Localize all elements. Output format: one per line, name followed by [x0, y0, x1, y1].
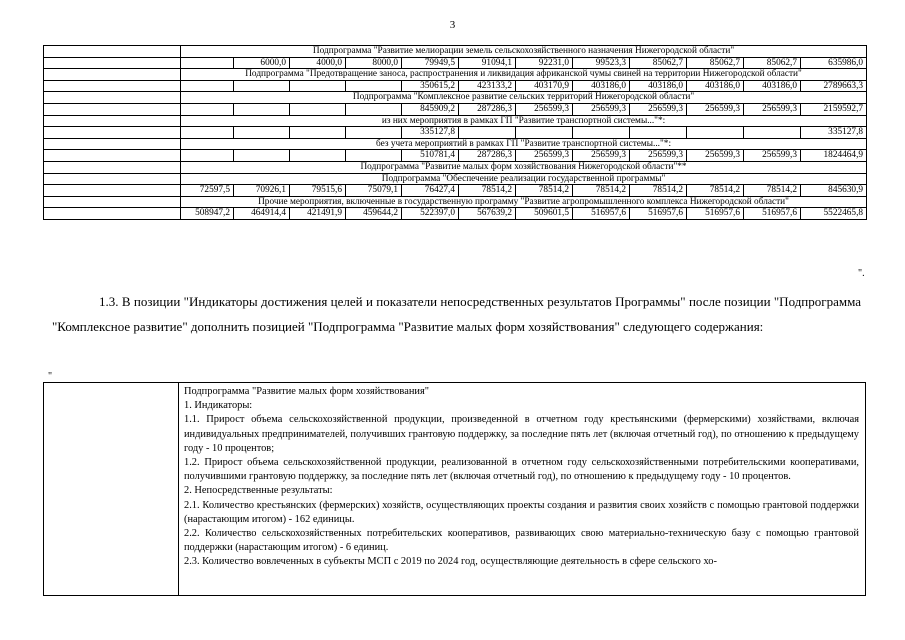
value-cell: 78514,2	[516, 185, 573, 197]
subprogram-title: из них мероприятия в рамках ГП "Развитие транспортной системы..."*:	[181, 115, 867, 127]
value-cell	[234, 150, 290, 162]
value-cell	[181, 103, 234, 115]
values-row	[44, 208, 867, 220]
finance-table	[43, 45, 867, 220]
values-row	[44, 57, 867, 69]
indicators-content-cell	[179, 383, 866, 596]
value-cell: 78514,2	[459, 185, 516, 197]
value-cell: 287286,3	[459, 150, 516, 162]
value-cell	[234, 127, 290, 139]
value-cell	[346, 150, 402, 162]
total-cell: 2789663,3	[801, 80, 867, 92]
subprogram-header-row	[44, 69, 867, 81]
indicators-label-cell	[44, 383, 179, 596]
indicator-item: 1. Индикаторы:	[184, 400, 253, 412]
indicator-item: 2.2. Количество сельскохозяйственных потребительских кооперативов, развивающих свою материально-техническую базу с помощью грантовой поддержки (нарастающим итогом) - 6 единиц.	[184, 528, 859, 554]
indicator-item: 2.1. Количество крестьянских (фермерских) хозяйств, осуществляющих проекты создания и развития своих хозяйств с помощью грантовой поддержки (нарастающим итогом) - 162 единицы.	[184, 499, 859, 525]
value-cell: 256599,3	[516, 150, 573, 162]
value-cell	[44, 80, 181, 92]
value-cell: 516957,6	[573, 208, 630, 220]
value-cell	[290, 80, 346, 92]
values-row	[44, 127, 867, 139]
value-cell	[346, 80, 402, 92]
values-row	[44, 80, 867, 92]
value-cell: 256599,3	[573, 150, 630, 162]
row-label-cell	[44, 196, 181, 208]
value-cell: 256599,3	[744, 150, 801, 162]
value-cell: 78514,2	[630, 185, 687, 197]
value-cell: 516957,6	[687, 208, 744, 220]
values-row	[44, 185, 867, 197]
value-cell: 92231,0	[516, 57, 573, 69]
value-cell: 423133,2	[459, 80, 516, 92]
value-cell: 85062,7	[630, 57, 687, 69]
value-cell: 403170,9	[516, 80, 573, 92]
value-cell: 75079,1	[346, 185, 402, 197]
value-cell: 85062,7	[744, 57, 801, 69]
subprogram-header-row	[44, 196, 867, 208]
indicator-item: 2.3. Количество вовлеченных в субъекты МСП с 2019 по 2024 год, осуществляющие деятельность в сфере сельского хо-	[184, 556, 717, 568]
value-cell	[44, 103, 181, 115]
subprogram-header-row	[44, 46, 867, 58]
value-cell: 256599,3	[687, 150, 744, 162]
closing-quote: ".	[858, 268, 865, 279]
value-cell	[181, 80, 234, 92]
value-cell	[290, 127, 346, 139]
total-cell: 1824464,9	[801, 150, 867, 162]
values-row	[44, 150, 867, 162]
value-cell: 99523,3	[573, 57, 630, 69]
value-cell	[44, 208, 181, 220]
value-cell: 845909,2	[402, 103, 459, 115]
value-cell: 508947,2	[181, 208, 234, 220]
value-cell: 256599,3	[630, 103, 687, 115]
value-cell: 516957,6	[630, 208, 687, 220]
value-cell	[44, 185, 181, 197]
value-cell: 256599,3	[516, 103, 573, 115]
value-cell: 78514,2	[744, 185, 801, 197]
value-cell	[234, 103, 290, 115]
value-cell	[290, 103, 346, 115]
values-row	[44, 103, 867, 115]
value-cell: 85062,7	[687, 57, 744, 69]
subprogram-title: Подпрограмма "Предотвращение заноса, распространения и ликвидация африканской чумы свиней на территории Нижегородской области"	[181, 69, 867, 81]
value-cell	[290, 150, 346, 162]
opening-quote: "	[48, 371, 53, 382]
indicator-item: 2. Непосредственные результаты:	[184, 485, 333, 497]
total-cell: 845630,9	[801, 185, 867, 197]
value-cell	[44, 150, 181, 162]
value-cell: 509601,5	[516, 208, 573, 220]
value-cell	[181, 127, 234, 139]
value-cell: 335127,8	[402, 127, 459, 139]
value-cell: 403186,0	[744, 80, 801, 92]
value-cell	[181, 150, 234, 162]
value-cell: 522397,0	[402, 208, 459, 220]
value-cell: 78514,2	[573, 185, 630, 197]
subprogram-title: Подпрограмма "Развитие мелиорации земель сельскохозяйственного назначения Нижегородской области"	[181, 46, 867, 58]
subprogram-header-row	[44, 138, 867, 150]
subprogram-header-row	[44, 115, 867, 127]
value-cell: 403186,0	[573, 80, 630, 92]
value-cell: 567639,2	[459, 208, 516, 220]
value-cell	[573, 127, 630, 139]
subprogram-header-row	[44, 92, 867, 104]
value-cell: 256599,3	[744, 103, 801, 115]
subprogram-title: Подпрограмма "Обеспечение реализации государственной программы"	[181, 173, 867, 185]
value-cell	[346, 103, 402, 115]
value-cell: 403186,0	[687, 80, 744, 92]
value-cell: 72597,5	[181, 185, 234, 197]
value-cell: 421491,9	[290, 208, 346, 220]
value-cell	[687, 127, 744, 139]
row-label-cell	[44, 46, 181, 58]
value-cell: 91094,1	[459, 57, 516, 69]
row-label-cell	[44, 161, 181, 173]
value-cell	[516, 127, 573, 139]
subprogram-title: Прочие мероприятия, включенные в государственную программу "Развитие агропромышленного комплекса Нижегородской области"	[181, 196, 867, 208]
total-cell: 335127,8	[801, 127, 867, 139]
value-cell	[44, 57, 181, 69]
value-cell: 79949,5	[402, 57, 459, 69]
subprogram-header-row	[44, 173, 867, 185]
value-cell: 287286,3	[459, 103, 516, 115]
value-cell: 4000,0	[290, 57, 346, 69]
value-cell: 70926,1	[234, 185, 290, 197]
value-cell: 464914,4	[234, 208, 290, 220]
total-cell: 635986,0	[801, 57, 867, 69]
value-cell: 403186,0	[630, 80, 687, 92]
indicators-table	[43, 382, 866, 596]
value-cell: 78514,2	[687, 185, 744, 197]
value-cell	[346, 127, 402, 139]
value-cell: 350615,2	[402, 80, 459, 92]
subprogram-title: Подпрограмма "Комплексное развитие сельских территорий Нижегородской области"	[181, 92, 867, 104]
value-cell: 510781,4	[402, 150, 459, 162]
value-cell: 79515,6	[290, 185, 346, 197]
row-label-cell	[44, 69, 181, 81]
indicators-heading: Подпрограмма "Развитие малых форм хозяйствования"	[184, 386, 429, 397]
value-cell	[181, 57, 234, 69]
value-cell	[459, 127, 516, 139]
subprogram-header-row	[44, 161, 867, 173]
amendment-text: 1.3. В позиции "Индикаторы достижения целей и показатели непосредственных результатов Программы" после позиции "Подпрограмма "Комплексное развитие" дополнить позицией "Подпрограмма "Развитие малых форм хозяйствования" следующего содержания:	[52, 294, 861, 334]
value-cell: 459644,2	[346, 208, 402, 220]
subprogram-title: без учета мероприятий в рамках ГП "Развитие транспортной системы..."*:	[181, 138, 867, 150]
total-cell: 2159592,7	[801, 103, 867, 115]
row-label-cell	[44, 92, 181, 104]
amendment-paragraph	[52, 289, 861, 339]
indicator-item: 1.2. Прирост объема сельскохозяйственной продукции, реализованной в отчетном году сельскохозяйственными потребительскими кооперативами, получившими грантовую поддержку, за последние пять лет (включая отчетный год), по отношению к предыдущему году - 10 процентов.	[184, 457, 859, 483]
value-cell	[234, 80, 290, 92]
value-cell	[744, 127, 801, 139]
value-cell	[630, 127, 687, 139]
subprogram-title: Подпрограмма "Развитие малых форм хозяйствования Нижегородской области"**	[181, 161, 867, 173]
indicator-item: 1.1. Прирост объема сельскохозяйственной продукции, произведенной в отчетном году крестьянскими (фермерскими) хозяйствами, включая индивидуальных предпринимателей, получивших грантовую поддержку, за последние пять лет (включая отчетный год), по отношению к предыдущему году - 10 процентов;	[184, 414, 859, 454]
value-cell: 256599,3	[573, 103, 630, 115]
total-cell: 5522465,8	[801, 208, 867, 220]
value-cell: 76427,4	[402, 185, 459, 197]
value-cell: 516957,6	[744, 208, 801, 220]
row-label-cell	[44, 115, 181, 127]
row-label-cell	[44, 173, 181, 185]
value-cell	[44, 127, 181, 139]
value-cell: 256599,3	[630, 150, 687, 162]
value-cell: 8000,0	[346, 57, 402, 69]
value-cell: 6000,0	[234, 57, 290, 69]
page-number: 3	[449, 19, 456, 31]
value-cell: 256599,3	[687, 103, 744, 115]
row-label-cell	[44, 138, 181, 150]
